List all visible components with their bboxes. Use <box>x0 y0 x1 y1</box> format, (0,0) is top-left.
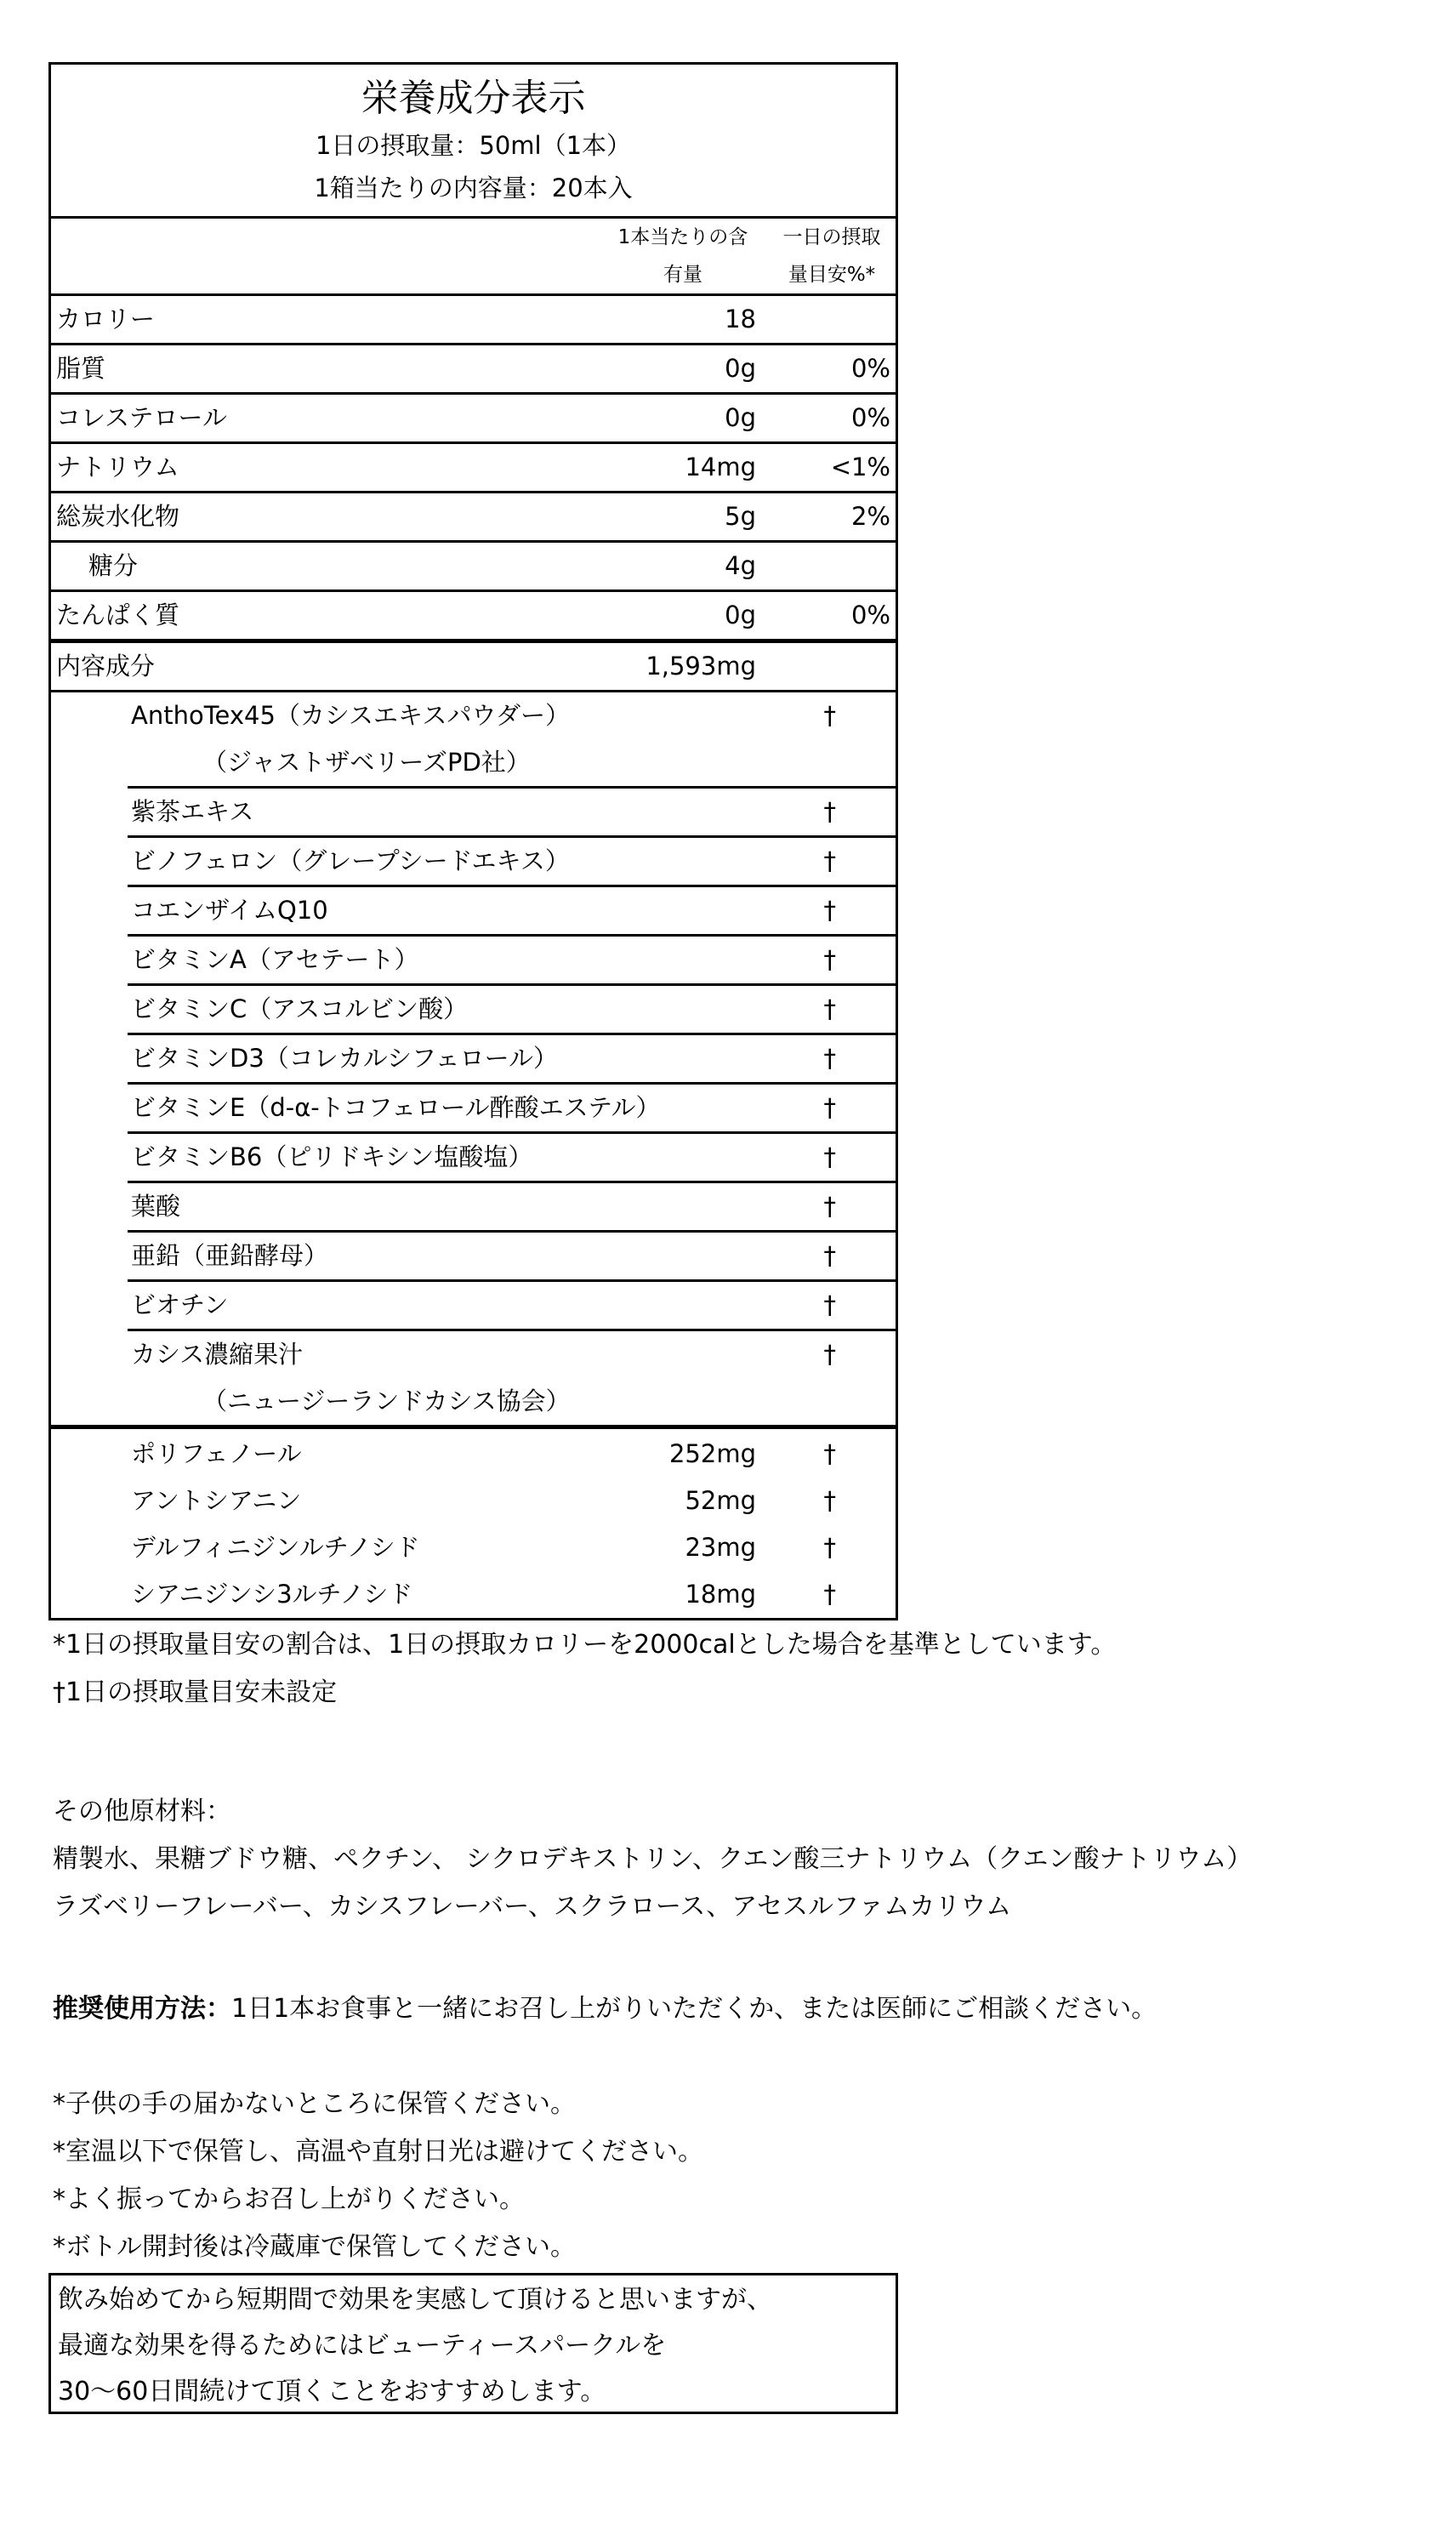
ingredient-row: 紫茶エキス † <box>128 789 896 838</box>
dagger-mark: † <box>823 797 836 826</box>
nutrient-row: ナトリウム 14mg <1% <box>51 444 896 493</box>
footnote-star: *1日の摂取量目安の割合は、1日の摂取カロリーを2000calとした場合を基準としています。 <box>53 1630 1117 1660</box>
ingredient-row: ビタミンA（アセテート） † <box>128 937 896 986</box>
panel-title: 栄養成分表示 <box>361 77 586 120</box>
caution-line: *よく振ってからお召し上がりください。 <box>53 2184 525 2214</box>
ingredient-row: コエンザイムQ10 † <box>128 887 896 937</box>
nutrient-row: 総炭水化物 5g 2% <box>51 493 896 543</box>
ingredient-row: カシス濃縮果汁 （ニュージーランドカシス協会） † <box>128 1331 896 1425</box>
dagger-mark: † <box>823 846 836 875</box>
ingredient-row: ビタミンD3（コレカルシフェロール） † <box>128 1035 896 1085</box>
dagger-mark: † <box>823 1142 836 1171</box>
dagger-mark: † <box>823 1290 836 1319</box>
box-contents: 1箱当たりの内容量：20本入 <box>314 174 633 202</box>
dagger-mark: † <box>823 1192 836 1221</box>
dagger-mark: † <box>823 1044 836 1073</box>
recommendation-line: 30〜60日間続けて頂くことをおすすめします。 <box>58 2377 606 2406</box>
dagger-mark: † <box>823 1439 836 1468</box>
dagger-mark: † <box>823 1093 836 1122</box>
ingredient-row: ビオチン † <box>128 1282 896 1331</box>
caution-line: *室温以下で保管し、高温や直射日光は避けてください。 <box>53 2137 703 2167</box>
nutrient-row: 糖分 4g <box>51 543 896 592</box>
dagger-mark: † <box>823 1533 836 1562</box>
daily-value-header: 一日の摂取 量目安%* <box>782 226 881 286</box>
dagger-mark: † <box>823 1340 836 1369</box>
dagger-mark: † <box>823 1580 836 1609</box>
polyphenol-row: ポリフェノール 252mg † <box>128 1431 896 1478</box>
polyphenol-row: デルフィニジンルチノシド 23mg † <box>128 1524 896 1571</box>
serving-size: 1日の摂取量：50ml（1本） <box>315 131 632 160</box>
polyphenol-row: シアニジンシ3ルチノシド 18mg † <box>128 1571 896 1618</box>
dagger-mark: † <box>823 945 836 974</box>
per-bottle-header: 1本当たりの含 有量 <box>617 226 748 286</box>
ingredient-row: AnthoTex45（カシスエキスパウダー） （ジャストザベリーズPD社） † <box>128 692 896 789</box>
other-materials <box>53 1788 1252 1931</box>
caution-line: *子供の手の届かないところに保管ください。 <box>53 2089 576 2119</box>
ingredient-row: 亜鉛（亜鉛酵母） † <box>128 1233 896 1282</box>
contents-total-row: 内容成分 1,593mg <box>51 643 896 692</box>
panel-header <box>51 65 896 219</box>
dagger-mark: † <box>823 896 836 925</box>
other-materials-line: ラズベリーフレーバー、カシスフレーバー、スクラロース、アセスルファムカリウム <box>53 1892 1012 1922</box>
recommendation-line: 最適な効果を得るためにはビューティースパークルを <box>58 2331 667 2361</box>
ingredient-row: ビタミンE（d-α-トコフェロール酢酸エステル） † <box>128 1085 896 1134</box>
ingredient-row: ビタミンC（アスコルビン酸） † <box>128 986 896 1035</box>
dagger-mark: † <box>823 1241 836 1270</box>
usage-text: 1日1本お食事と一緒にお召し上がりいただくか、または医師にご相談ください。 <box>231 1994 1157 2024</box>
nutrient-row: カロリー 18 <box>51 296 896 345</box>
dagger-mark: † <box>823 994 836 1023</box>
footnotes <box>53 1621 1116 1717</box>
column-headers <box>51 219 896 296</box>
recommendation-box <box>48 2273 898 2414</box>
other-materials-label: その他原材料： <box>53 1797 231 1826</box>
dagger-mark: † <box>823 1486 836 1515</box>
nutrient-row: コレステロール 0g 0% <box>51 395 896 444</box>
polyphenol-section <box>51 1429 896 1618</box>
dagger-mark: † <box>823 701 836 730</box>
caution-line: *ボトル開封後は冷蔵庫で保管してください。 <box>53 2232 576 2262</box>
nutrient-row: たんぱく質 0g 0% <box>51 592 896 643</box>
recommendation-line: 飲み始めてから短期間で効果を実感して頂けると思いますが、 <box>58 2285 772 2315</box>
other-materials-line: 精製水、果糖ブドウ糖、ペクチン、 シクロデキストリン、クエン酸三ナトリウム（クエン酸ナトリウム） <box>53 1844 1253 1874</box>
usage-instructions <box>53 1985 1157 2033</box>
usage-label: 推奨使用方法： <box>53 1994 231 2024</box>
nutrient-row: 脂質 0g 0% <box>51 345 896 395</box>
ingredient-row: ビノフェロン（グレープシードエキス） † <box>128 838 896 887</box>
footnote-dagger: †1日の摂取量目安未設定 <box>53 1677 338 1707</box>
cautions <box>53 2081 703 2271</box>
nutrition-facts-panel <box>48 62 898 1620</box>
ingredient-row: 葉酸 † <box>128 1183 896 1233</box>
polyphenol-row: アントシアニン 52mg † <box>128 1478 896 1524</box>
ingredient-row: ビタミンB6（ピリドキシン塩酸塩） † <box>128 1134 896 1183</box>
